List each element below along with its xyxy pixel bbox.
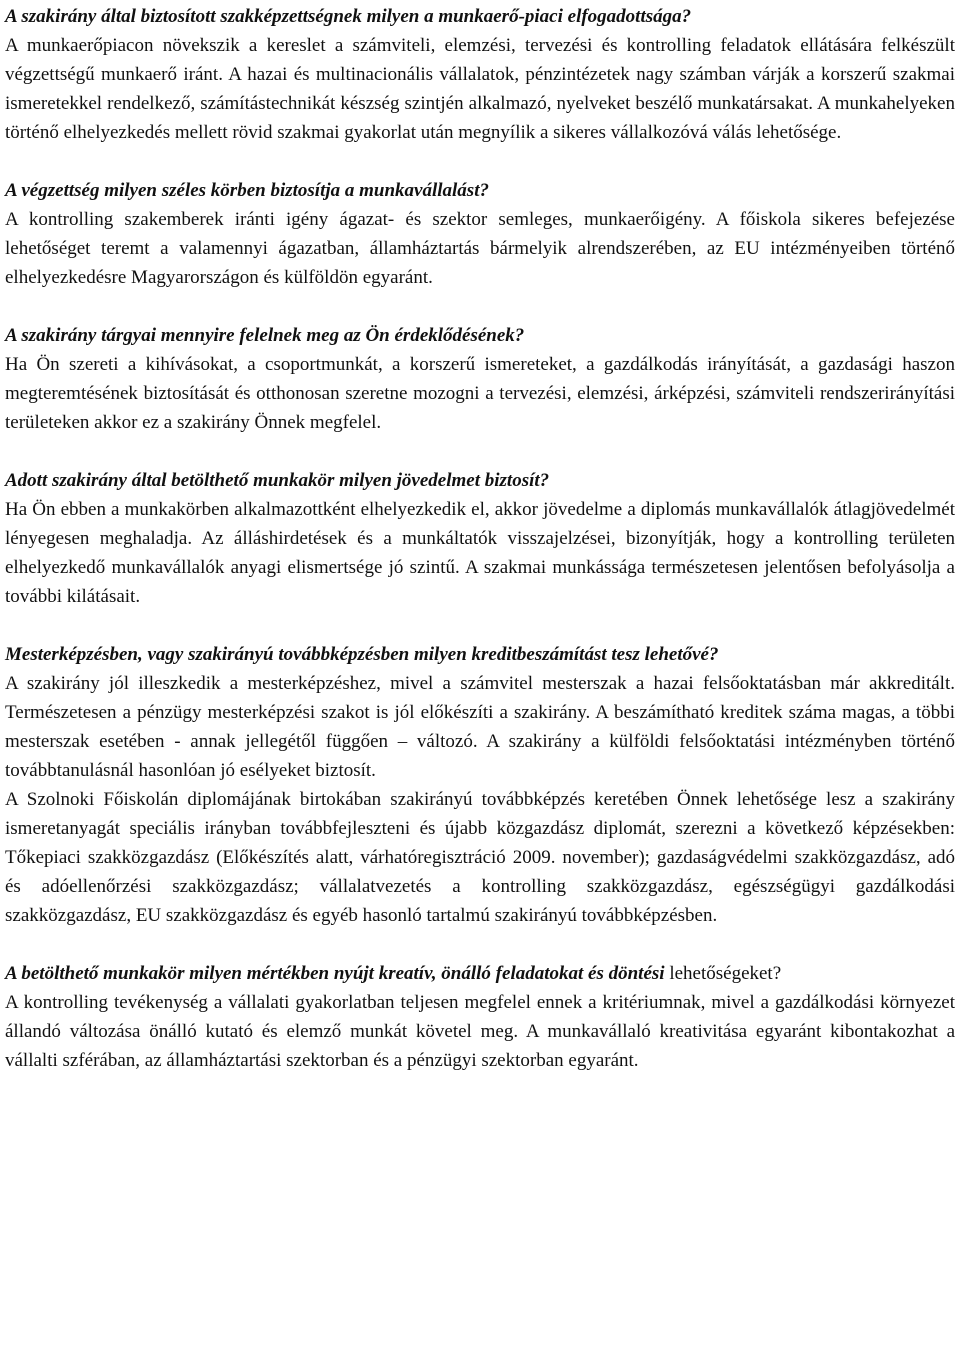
section-paragraph: Ha Ön szereti a kihívásokat, a csoportmunkát, a korszerű ismereteket, a gazdálkodás irányítását, a gazdasági haszon megteremtésének biztosítását és otthonosan szeretne mozogni a tervezési, elemzési, árképzési, számviteli rendszerirányítási területeken akkor ez a szakirány Önnek megfelel.: [5, 354, 955, 433]
section-income: [5, 466, 955, 611]
section-question: A szakirány tárgyai mennyire felelnek meg az Ön érdeklődésének?: [5, 325, 525, 346]
section-question-tail: lehetőségeket?: [669, 963, 782, 984]
section-question: Adott szakirány által betölthető munkakör milyen jövedelmet biztosít?: [5, 470, 550, 491]
section-paragraph: Ha Ön ebben a munkakörben alkalmazottként elhelyezkedik el, akkor jövedelme a diplomás munkavállalók átlagjövedelmét lényegesen meghaladja. Az álláshirdetések és a munkáltatók visszajelzései, bizonyítják, hogy a kontrolling területen elhelyezkedő munkavállalók anyagi elismertsége jó szintű. A szakmai munkássága természetesen jelentősen befolyásolja a további kilátásait.: [5, 499, 955, 607]
section-credit-transfer: [5, 640, 955, 930]
section-question-text: A betölthető munkakör milyen mértékben nyújt kreatív, önálló feladatokat és döntési: [5, 963, 665, 984]
section-paragraph: A kontrolling tevékenység a vállalati gyakorlatban teljesen megfelel ennek a kritériumnak, mivel a gazdálkodási környezet állandó változása önálló kutató és elemző munkát követel meg. A munkavállaló kreativitása egyaránt kibontakozhat a vállalti szférában, az államháztartási szektorban és a pénzügyi szektorban egyaránt.: [5, 992, 955, 1071]
section-question: A szakirány által biztosított szakképzettségnek milyen a munkaerő-piaci elfogadottsága?: [5, 6, 692, 27]
section-paragraph: A munkaerőpiacon növekszik a kereslet a számviteli, elemzési, tervezési és kontrolling feladatok ellátására felkészült végzettségű munkaerő iránt. A hazai és multinacionális vállalatok, pénzintézetek nagy számban várják a korszerű szakmai ismeretekkel rendelkező, számítástechnikát készség szintjén alkalmazó, nyelveket beszélő munkatársakat. A munkahelyeken történő elhelyezkedés mellett rövid szakmai gyakorlat után megnyílik a sikeres vállalkozóvá válás lehetősége.: [5, 35, 955, 143]
section-paragraph: A Szolnoki Főiskolán diplomájának birtokában szakirányú továbbképzés keretében Önnek lehetősége lesz a szakirány ismeretanyagát speciális irányban továbbfejleszteni és újabb közgazdász diplomát, szerezni a következő képzésekben: Tőkepiaci szakközgazdász (Előkészítés alatt, várhatóregisztráció 2009. november); gazdaságvédelmi szakközgazdász, adó és adóellenőrzési szakközgazdász; vállalatvezetés a kontrolling szakközgazdász, egészségügyi gazdálkodási szakközgazdász, EU szakközgazdász és egyéb hasonló tartalmú szakirányú továbbképzésben.: [5, 789, 955, 926]
section-employment-scope: [5, 176, 955, 292]
section-paragraph: A kontrolling szakemberek iránti igény ágazat- és szektor semleges, munkaerőigény. A főiskola sikeres befejezése lehetőséget teremt a valamennyi ágazatban, államháztartás bármelyik alrendszerében, az EU intézményeiben történő elhelyezkedésre Magyarországon és külföldön egyaránt.: [5, 209, 955, 288]
section-labor-market-acceptance: [5, 2, 955, 147]
section-question: [5, 959, 955, 988]
section-question: A végzettség milyen széles körben biztosítja a munkavállalást?: [5, 180, 489, 201]
section-creative-tasks: [5, 959, 955, 1075]
section-question: Mesterképzésben, vagy szakirányú továbbképzésben milyen kreditbeszámítást tesz lehetővé?: [5, 644, 719, 665]
section-subject-interest: [5, 321, 955, 437]
section-paragraph: A szakirány jól illeszkedik a mesterképzéshez, mivel a számvitel mesterszak a hazai felsőoktatásban már akkreditált. Természetesen a pénzügy mesterképzési szakot is jól előkészíti a szakirány. A beszámítható kreditek száma magas, a többi mesterszak esetében - annak jellegétől függően – változó. A szakirány a külföldi felsőoktatási intézményben történő továbbtanulásnál hasonlóan jó esélyeket biztosít.: [5, 673, 955, 781]
